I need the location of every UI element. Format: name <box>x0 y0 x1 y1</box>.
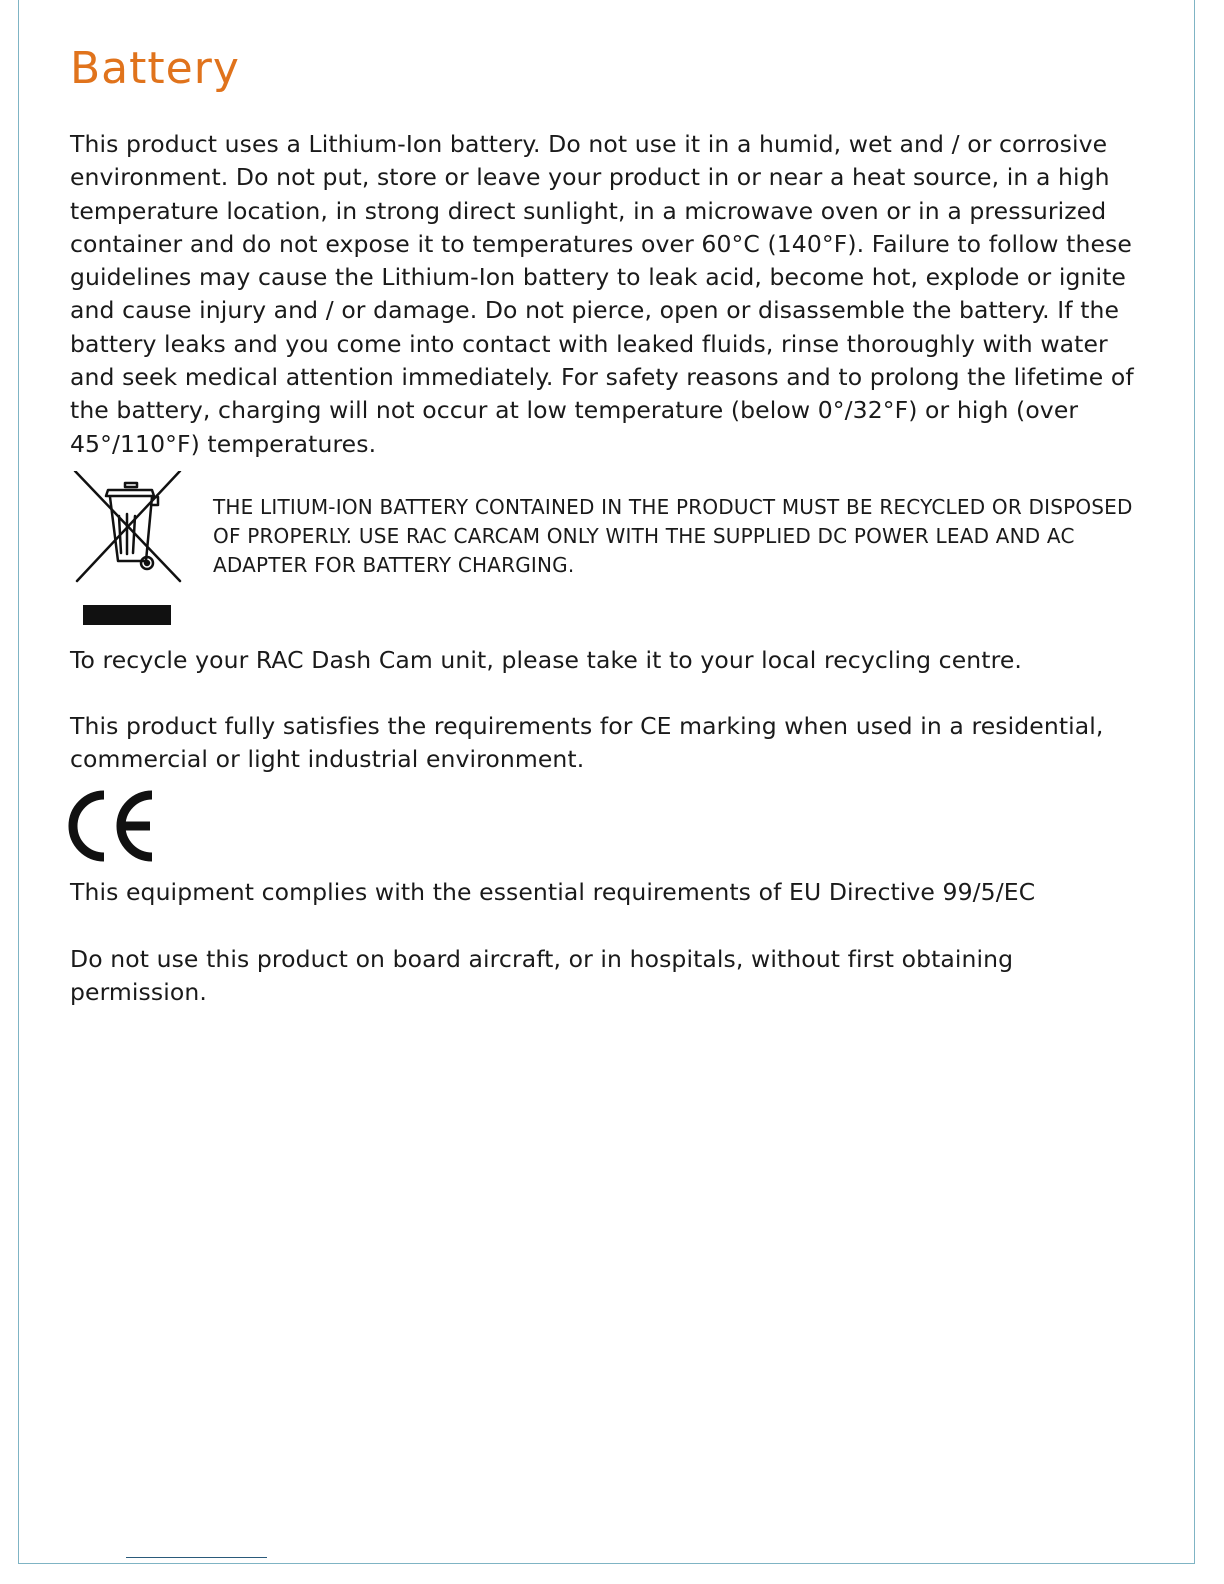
weee-notice <box>70 471 1155 631</box>
battery-warning-paragraph: This product uses a Lithium-Ion battery. Do not use it in a humid, wet and / or corrosive environment. Do not put, store or leave your product in or near a heat source, in a high temperature location, in strong direct sunlight, in a microwave oven or in a pressurized container and do not expose it to temperatures over 60°C (140°F). Failure to follow these guidelines may cause the Lithium-Ion battery to leak acid, become hot, explode or ignite and cause injury and / or damage. Do not pierce, open or disassemble the battery. If the battery leaks and you come into contact with leaked fluids, rinse thoroughly with water and seek medical attention immediately. For safety reasons and to prolong the lifetime of the battery, charging will not occur at low temperature (below 0°/32°F) or high (over 45°/110°F) temperatures. <box>70 130 1134 458</box>
ce-marking-paragraph: This product fully satisfies the requirements for CE marking when used in a residential, commercial or light industrial environment. <box>70 712 1104 774</box>
weee-black-bar <box>83 605 171 625</box>
eu-directive-paragraph: This equipment complies with the essential requirements of EU Directive 99/5/EC <box>70 878 1036 906</box>
ce-mark-icon <box>68 790 156 862</box>
footer-rule <box>126 1557 267 1558</box>
page-title: Battery <box>70 43 240 94</box>
aircraft-hospital-paragraph: Do not use this product on board aircraft, or in hospitals, without first obtaining permission. <box>70 945 1014 1007</box>
page-content <box>70 40 1155 1007</box>
recycle-paragraph: To recycle your RAC Dash Cam unit, please take it to your local recycling centre. <box>70 646 1022 674</box>
weee-notice-text: THE LITIUM-ION BATTERY CONTAINED IN THE PRODUCT MUST BE RECYCLED OR DISPOSED OF PROPERLY. USE RAC CARCAM ONLY WITH THE SUPPLIED DC POWER LEAD AND AC ADAPTER FOR BATTERY CHARGING. <box>213 495 1133 577</box>
crossed-out-wheelie-bin-icon <box>72 471 182 586</box>
